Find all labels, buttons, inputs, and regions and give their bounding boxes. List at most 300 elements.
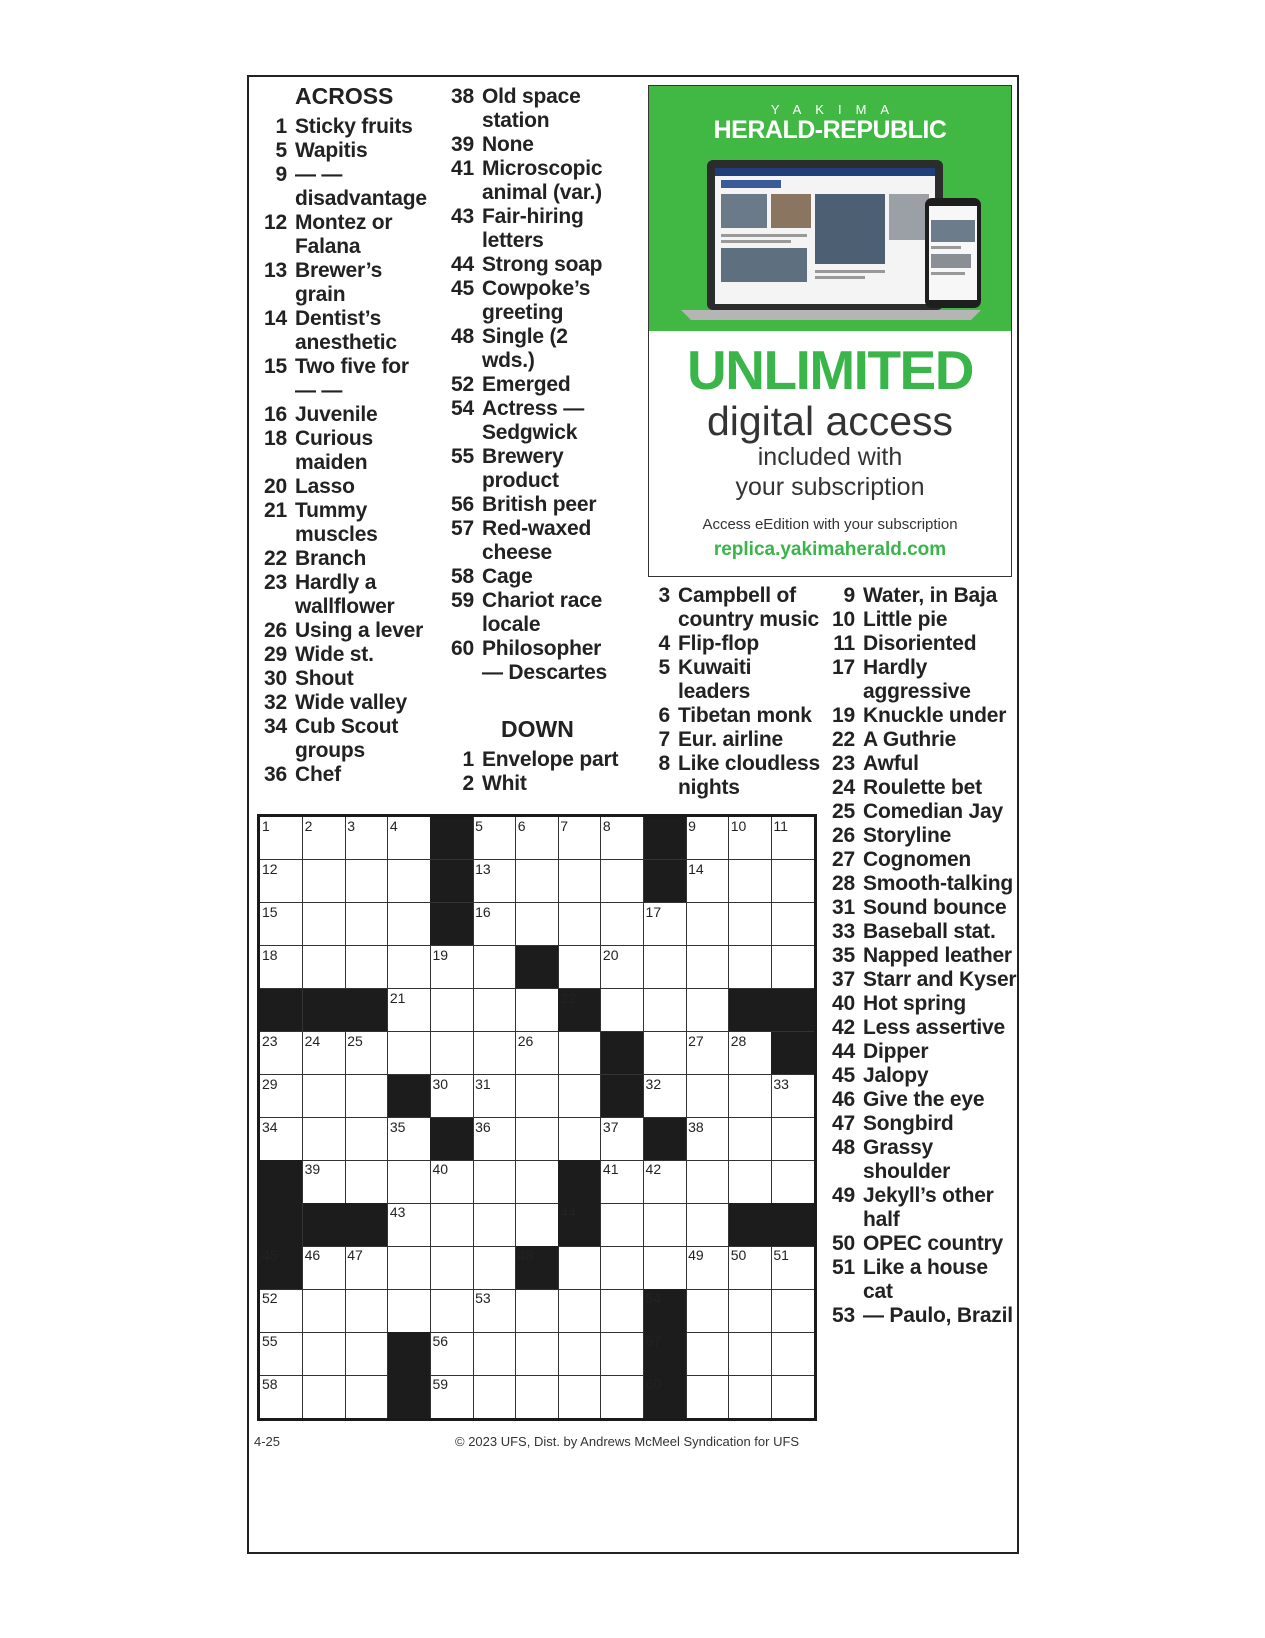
down-clues-column-4 bbox=[827, 584, 1017, 1328]
clue-text: Curious maiden bbox=[295, 427, 373, 474]
clue-text: Tummy muscles bbox=[295, 499, 378, 546]
grid-cell[interactable] bbox=[729, 817, 772, 860]
clue-across-34 bbox=[259, 715, 429, 763]
grid-cell[interactable] bbox=[260, 1118, 303, 1161]
grid-cell[interactable] bbox=[303, 1375, 346, 1418]
clue-text: Microscopic animal (var.) bbox=[482, 157, 603, 204]
grid-block bbox=[260, 1203, 303, 1246]
grid-cell[interactable] bbox=[388, 817, 431, 860]
grid-cell[interactable] bbox=[303, 1075, 346, 1118]
clue-number: 46 bbox=[832, 1088, 855, 1111]
cell-number: 37 bbox=[602, 1118, 619, 1135]
clue-number: 12 bbox=[264, 211, 287, 234]
grid-cell[interactable] bbox=[558, 1118, 601, 1161]
grid-cell[interactable] bbox=[686, 1118, 729, 1161]
cell-number: 14 bbox=[688, 860, 704, 877]
clue-text: Fair-hiring letters bbox=[482, 205, 584, 252]
clue-text: Wapitis bbox=[295, 139, 368, 162]
grid-cell[interactable] bbox=[430, 1160, 473, 1203]
clue-number: 14 bbox=[264, 307, 287, 330]
grid-cell[interactable] bbox=[473, 1246, 516, 1289]
grid-cell[interactable] bbox=[345, 1032, 388, 1075]
clue-number: 38 bbox=[451, 85, 474, 108]
grid-cell[interactable] bbox=[771, 1289, 814, 1332]
clue-text: Songbird bbox=[863, 1112, 954, 1135]
grid-cell[interactable] bbox=[771, 1332, 814, 1375]
clue-text: Campbell of country music bbox=[678, 584, 819, 631]
clue-down-11 bbox=[827, 632, 1017, 656]
down-clues-column-2 bbox=[446, 716, 626, 796]
grid-cell[interactable] bbox=[430, 1375, 473, 1418]
cell-number: 11 bbox=[773, 818, 788, 834]
cell-number: 10 bbox=[730, 818, 747, 834]
grid-cell[interactable] bbox=[473, 1375, 516, 1418]
clue-text: Like a house cat bbox=[863, 1256, 988, 1303]
grid-block bbox=[430, 860, 473, 903]
grid-cell[interactable] bbox=[729, 1032, 772, 1075]
grid-cell[interactable] bbox=[303, 903, 346, 946]
grid-cell[interactable] bbox=[473, 1203, 516, 1246]
grid-cell[interactable] bbox=[345, 1332, 388, 1375]
clue-across-48 bbox=[446, 325, 624, 373]
grid-cell[interactable] bbox=[729, 1375, 772, 1418]
grid-cell[interactable] bbox=[388, 903, 431, 946]
clue-across-20 bbox=[259, 475, 429, 499]
clue-down-23 bbox=[827, 752, 1017, 776]
grid-cell[interactable] bbox=[644, 903, 687, 946]
clue-number: 37 bbox=[832, 968, 855, 991]
grid-cell[interactable] bbox=[686, 1203, 729, 1246]
grid-block bbox=[303, 1203, 346, 1246]
grid-cell[interactable] bbox=[686, 817, 729, 860]
clue-text: Baseball stat. bbox=[863, 920, 996, 943]
grid-block bbox=[430, 1118, 473, 1161]
grid-cell[interactable] bbox=[430, 1032, 473, 1075]
cell-number: 45 bbox=[262, 1247, 278, 1264]
grid-cell[interactable] bbox=[516, 817, 559, 860]
clue-text: Awful bbox=[863, 752, 919, 775]
clue-number: 26 bbox=[832, 824, 855, 847]
grid-block bbox=[644, 1375, 687, 1418]
clue-number: 22 bbox=[832, 728, 855, 751]
ad-line-included bbox=[649, 442, 1011, 502]
grid-cell[interactable] bbox=[686, 1160, 729, 1203]
cell-number: 55 bbox=[262, 1333, 278, 1350]
grid-cell[interactable] bbox=[260, 817, 303, 860]
grid-cell[interactable] bbox=[686, 1246, 729, 1289]
grid-cell[interactable] bbox=[601, 946, 644, 989]
grid-cell[interactable] bbox=[473, 1032, 516, 1075]
grid-cell[interactable] bbox=[345, 1289, 388, 1332]
grid-cell[interactable] bbox=[686, 1289, 729, 1332]
grid-cell[interactable] bbox=[303, 817, 346, 860]
grid-cell[interactable] bbox=[388, 946, 431, 989]
grid-cell[interactable] bbox=[260, 1032, 303, 1075]
grid-cell[interactable] bbox=[430, 1289, 473, 1332]
clue-down-49 bbox=[827, 1184, 1017, 1232]
cell-number: 48 bbox=[517, 1247, 534, 1264]
grid-cell[interactable] bbox=[260, 860, 303, 903]
grid-cell[interactable] bbox=[303, 1160, 346, 1203]
clue-number: 57 bbox=[451, 517, 474, 540]
clue-number: 24 bbox=[832, 776, 855, 799]
grid-cell[interactable] bbox=[516, 1289, 559, 1332]
across-heading: ACROSS bbox=[295, 83, 394, 109]
clue-down-45 bbox=[827, 1064, 1017, 1088]
clue-across-36 bbox=[259, 763, 429, 787]
cell-number: 13 bbox=[475, 860, 491, 877]
grid-cell[interactable] bbox=[516, 1075, 559, 1118]
grid-cell[interactable] bbox=[516, 1203, 559, 1246]
grid-cell[interactable] bbox=[388, 1203, 431, 1246]
grid-block bbox=[345, 989, 388, 1032]
grid-cell[interactable] bbox=[260, 1375, 303, 1418]
clue-number: 1 bbox=[275, 115, 287, 138]
down-clues-column-3 bbox=[646, 584, 822, 800]
ad-headline: UNLIMITED bbox=[687, 339, 973, 401]
grid-cell[interactable] bbox=[388, 860, 431, 903]
grid-cell[interactable] bbox=[260, 1332, 303, 1375]
grid-cell[interactable] bbox=[644, 1246, 687, 1289]
clue-text: Cowpoke’s greeting bbox=[482, 277, 591, 324]
grid-cell[interactable] bbox=[558, 860, 601, 903]
grid-cell[interactable] bbox=[303, 1332, 346, 1375]
clue-text: Actress — Sedgwick bbox=[482, 397, 585, 444]
grid-cell[interactable] bbox=[686, 1075, 729, 1118]
grid-block bbox=[771, 1032, 814, 1075]
grid-cell[interactable] bbox=[473, 1118, 516, 1161]
grid-cell[interactable] bbox=[473, 946, 516, 989]
grid-cell[interactable] bbox=[686, 946, 729, 989]
clue-text: Give the eye bbox=[863, 1088, 985, 1111]
clue-text: Philosopher — Descartes bbox=[482, 637, 608, 684]
grid-cell[interactable] bbox=[516, 989, 559, 1032]
grid-cell[interactable] bbox=[260, 1289, 303, 1332]
grid-cell[interactable] bbox=[686, 1032, 729, 1075]
clue-number: 36 bbox=[264, 763, 287, 786]
clue-text: — — disadvantage bbox=[295, 163, 427, 210]
clue-text: Emerged bbox=[482, 373, 571, 396]
clue-number: 39 bbox=[451, 133, 474, 156]
grid-cell[interactable] bbox=[260, 903, 303, 946]
cell-number: 53 bbox=[475, 1290, 491, 1307]
cell-number: 3 bbox=[347, 818, 356, 834]
grid-cell[interactable] bbox=[303, 1032, 346, 1075]
clue-down-27 bbox=[827, 848, 1017, 872]
grid-cell[interactable] bbox=[430, 946, 473, 989]
clue-across-29 bbox=[259, 643, 429, 667]
clue-text: Branch bbox=[295, 547, 367, 570]
grid-cell[interactable] bbox=[729, 1246, 772, 1289]
grid-cell[interactable] bbox=[260, 1075, 303, 1118]
clue-text: Strong soap bbox=[482, 253, 603, 276]
grid-block bbox=[601, 1075, 644, 1118]
clue-across-18 bbox=[259, 427, 429, 475]
clue-number: 5 bbox=[658, 656, 670, 679]
clue-across-43 bbox=[446, 205, 624, 253]
clue-text: Smooth-talking bbox=[863, 872, 1014, 895]
grid-cell[interactable] bbox=[516, 1032, 559, 1075]
clue-text: Two five for — — bbox=[295, 355, 409, 402]
grid-cell[interactable] bbox=[771, 817, 814, 860]
grid-cell[interactable] bbox=[516, 903, 559, 946]
grid-cell[interactable] bbox=[388, 1246, 431, 1289]
grid-cell[interactable] bbox=[601, 1375, 644, 1418]
clue-number: 23 bbox=[832, 752, 855, 775]
grid-cell[interactable] bbox=[771, 903, 814, 946]
down-heading: DOWN bbox=[501, 716, 574, 742]
clue-number: 32 bbox=[264, 691, 287, 714]
grid-cell[interactable] bbox=[345, 1160, 388, 1203]
grid-cell[interactable] bbox=[388, 989, 431, 1032]
clue-number: 7 bbox=[658, 728, 670, 751]
grid-cell[interactable] bbox=[601, 903, 644, 946]
clue-text: Sticky fruits bbox=[295, 115, 413, 138]
clue-text: Old space station bbox=[482, 85, 581, 132]
cell-number: 20 bbox=[602, 946, 619, 963]
grid-cell[interactable] bbox=[601, 989, 644, 1032]
clue-down-25 bbox=[827, 800, 1017, 824]
grid-cell[interactable] bbox=[430, 1246, 473, 1289]
ad-line-included-with: included with bbox=[757, 443, 903, 471]
clue-across-45 bbox=[446, 277, 624, 325]
grid-cell[interactable] bbox=[558, 1075, 601, 1118]
grid-block bbox=[771, 1203, 814, 1246]
grid-cell[interactable] bbox=[473, 1075, 516, 1118]
grid-block bbox=[260, 1246, 303, 1289]
grid-cell[interactable] bbox=[430, 989, 473, 1032]
ad-brand-name: HERALD-REPUBLIC bbox=[713, 116, 947, 144]
clue-number: 35 bbox=[832, 944, 855, 967]
grid-cell[interactable] bbox=[345, 1246, 388, 1289]
grid-cell[interactable] bbox=[686, 1375, 729, 1418]
grid-cell[interactable] bbox=[558, 903, 601, 946]
grid-block bbox=[558, 989, 601, 1032]
grid-cell[interactable] bbox=[558, 1032, 601, 1075]
clue-text: — Paulo, Brazil bbox=[863, 1304, 1013, 1327]
clue-number: 13 bbox=[264, 259, 287, 282]
clue-number: 27 bbox=[832, 848, 855, 871]
clue-across-41 bbox=[446, 157, 624, 205]
grid-block bbox=[260, 989, 303, 1032]
grid-cell[interactable] bbox=[345, 1375, 388, 1418]
clue-number: 33 bbox=[832, 920, 855, 943]
clue-down-31 bbox=[827, 896, 1017, 920]
grid-block bbox=[558, 1203, 601, 1246]
clue-number: 41 bbox=[451, 157, 474, 180]
clue-across-22 bbox=[259, 547, 429, 571]
grid-cell[interactable] bbox=[644, 1032, 687, 1075]
grid-cell[interactable] bbox=[303, 1118, 346, 1161]
grid-cell[interactable] bbox=[729, 860, 772, 903]
grid-cell[interactable] bbox=[388, 1160, 431, 1203]
grid-cell[interactable] bbox=[516, 1375, 559, 1418]
clue-number: 25 bbox=[832, 800, 855, 823]
clue-number: 10 bbox=[832, 608, 855, 631]
grid-cell[interactable] bbox=[686, 989, 729, 1032]
clue-number: 47 bbox=[832, 1112, 855, 1135]
clue-number: 6 bbox=[658, 704, 670, 727]
clue-number: 19 bbox=[832, 704, 855, 727]
grid-cell[interactable] bbox=[729, 1289, 772, 1332]
clue-down-22 bbox=[827, 728, 1017, 752]
grid-cell[interactable] bbox=[686, 860, 729, 903]
grid-cell[interactable] bbox=[601, 817, 644, 860]
grid-cell[interactable] bbox=[729, 1332, 772, 1375]
grid-cell[interactable] bbox=[473, 860, 516, 903]
grid-cell[interactable] bbox=[430, 1203, 473, 1246]
cell-number: 40 bbox=[432, 1161, 449, 1178]
grid-cell[interactable] bbox=[729, 1118, 772, 1161]
grid-block bbox=[644, 1332, 687, 1375]
grid-cell[interactable] bbox=[558, 817, 601, 860]
clue-text: Eur. airline bbox=[678, 728, 783, 751]
grid-cell[interactable] bbox=[345, 903, 388, 946]
grid-cell[interactable] bbox=[729, 1160, 772, 1203]
grid-cell[interactable] bbox=[388, 1032, 431, 1075]
clue-down-35 bbox=[827, 944, 1017, 968]
clue-number: 30 bbox=[264, 667, 287, 690]
grid-cell[interactable] bbox=[516, 860, 559, 903]
grid-cell[interactable] bbox=[516, 1332, 559, 1375]
grid-cell[interactable] bbox=[558, 1246, 601, 1289]
clue-down-8 bbox=[646, 752, 822, 800]
grid-cell[interactable] bbox=[644, 1075, 687, 1118]
grid-cell[interactable] bbox=[260, 946, 303, 989]
grid-cell[interactable] bbox=[771, 1375, 814, 1418]
grid-cell[interactable] bbox=[558, 1289, 601, 1332]
grid-block bbox=[601, 1032, 644, 1075]
grid-cell[interactable] bbox=[601, 1246, 644, 1289]
grid-cell[interactable] bbox=[516, 1160, 559, 1203]
grid-cell[interactable] bbox=[430, 1075, 473, 1118]
cell-number: 18 bbox=[262, 946, 278, 963]
cell-number: 4 bbox=[389, 818, 398, 834]
grid-cell[interactable] bbox=[345, 1075, 388, 1118]
grid-cell[interactable] bbox=[345, 817, 388, 860]
clue-text: Kuwaiti leaders bbox=[678, 656, 752, 703]
ad-url-link[interactable]: replica.yakimaherald.com bbox=[713, 539, 947, 560]
grid-cell[interactable] bbox=[473, 989, 516, 1032]
grid-cell[interactable] bbox=[771, 1160, 814, 1203]
grid-cell[interactable] bbox=[558, 1332, 601, 1375]
ad-line-digital-access: digital access bbox=[706, 398, 954, 444]
grid-cell[interactable] bbox=[303, 946, 346, 989]
grid-block bbox=[430, 817, 473, 860]
grid-cell[interactable] bbox=[601, 1203, 644, 1246]
grid-cell[interactable] bbox=[601, 1118, 644, 1161]
grid-cell[interactable] bbox=[473, 1332, 516, 1375]
grid-cell[interactable] bbox=[771, 860, 814, 903]
grid-cell[interactable] bbox=[771, 1246, 814, 1289]
cell-number: 34 bbox=[262, 1118, 278, 1135]
grid-cell[interactable] bbox=[729, 903, 772, 946]
clue-number: 31 bbox=[832, 896, 855, 919]
grid-cell[interactable] bbox=[303, 1246, 346, 1289]
grid-cell[interactable] bbox=[771, 946, 814, 989]
grid-cell[interactable] bbox=[388, 1289, 431, 1332]
clue-down-51 bbox=[827, 1256, 1017, 1304]
grid-cell[interactable] bbox=[473, 1289, 516, 1332]
grid-cell[interactable] bbox=[473, 1160, 516, 1203]
grid-cell[interactable] bbox=[644, 946, 687, 989]
grid-cell[interactable] bbox=[686, 1332, 729, 1375]
grid-cell[interactable] bbox=[430, 1332, 473, 1375]
clue-down-1 bbox=[446, 748, 626, 772]
cell-number: 39 bbox=[304, 1161, 321, 1178]
grid-cell[interactable] bbox=[729, 1075, 772, 1118]
clue-down-37 bbox=[827, 968, 1017, 992]
grid-cell[interactable] bbox=[601, 1160, 644, 1203]
clue-text: Storyline bbox=[863, 824, 952, 847]
grid-cell[interactable] bbox=[303, 860, 346, 903]
grid-cell[interactable] bbox=[303, 1289, 346, 1332]
grid-cell[interactable] bbox=[516, 1118, 559, 1161]
grid-cell[interactable] bbox=[601, 1332, 644, 1375]
clue-down-10 bbox=[827, 608, 1017, 632]
clue-number: 59 bbox=[451, 589, 474, 612]
clue-down-3 bbox=[646, 584, 822, 632]
grid-cell[interactable] bbox=[686, 903, 729, 946]
grid-cell[interactable] bbox=[345, 1118, 388, 1161]
cell-number: 43 bbox=[389, 1204, 406, 1221]
clue-number: 18 bbox=[264, 427, 287, 450]
grid-cell[interactable] bbox=[601, 1289, 644, 1332]
grid-block bbox=[729, 1203, 772, 1246]
clue-across-30 bbox=[259, 667, 429, 691]
grid-cell[interactable] bbox=[473, 903, 516, 946]
across-clues-column-2 bbox=[446, 85, 624, 685]
clue-number: 45 bbox=[451, 277, 474, 300]
clue-text: OPEC country bbox=[863, 1232, 1003, 1255]
grid-cell[interactable] bbox=[345, 860, 388, 903]
grid-cell[interactable] bbox=[644, 989, 687, 1032]
grid-cell[interactable] bbox=[729, 946, 772, 989]
grid-cell[interactable] bbox=[644, 1203, 687, 1246]
clue-number: 23 bbox=[264, 571, 287, 594]
clue-across-55 bbox=[446, 445, 624, 493]
clue-number: 26 bbox=[264, 619, 287, 642]
grid-cell[interactable] bbox=[473, 817, 516, 860]
grid-block bbox=[771, 989, 814, 1032]
clue-down-28 bbox=[827, 872, 1017, 896]
grid-block bbox=[388, 1375, 431, 1418]
grid-cell[interactable] bbox=[558, 1375, 601, 1418]
clue-text: Chariot race locale bbox=[482, 589, 603, 636]
clue-text: Cognomen bbox=[863, 848, 972, 871]
grid-block bbox=[303, 989, 346, 1032]
laptop-phone-image bbox=[679, 160, 983, 322]
puzzle-date: 4-25 bbox=[254, 1434, 281, 1449]
clue-text: Hardly aggressive bbox=[863, 656, 971, 703]
clue-across-56 bbox=[446, 493, 624, 517]
grid-cell[interactable] bbox=[388, 1118, 431, 1161]
grid-cell[interactable] bbox=[644, 1160, 687, 1203]
grid-cell[interactable] bbox=[345, 946, 388, 989]
clue-across-32 bbox=[259, 691, 429, 715]
crossword-grid[interactable] bbox=[257, 814, 817, 1421]
grid-cell[interactable] bbox=[771, 1075, 814, 1118]
grid-cell[interactable] bbox=[558, 946, 601, 989]
clue-number: 9 bbox=[843, 584, 855, 607]
clue-text: Jalopy bbox=[863, 1064, 929, 1087]
grid-cell[interactable] bbox=[601, 860, 644, 903]
subscription-ad[interactable] bbox=[648, 85, 1012, 577]
grid-cell[interactable] bbox=[771, 1118, 814, 1161]
cell-number: 27 bbox=[688, 1032, 704, 1049]
cell-number: 31 bbox=[475, 1075, 491, 1092]
clue-down-53 bbox=[827, 1304, 1017, 1328]
